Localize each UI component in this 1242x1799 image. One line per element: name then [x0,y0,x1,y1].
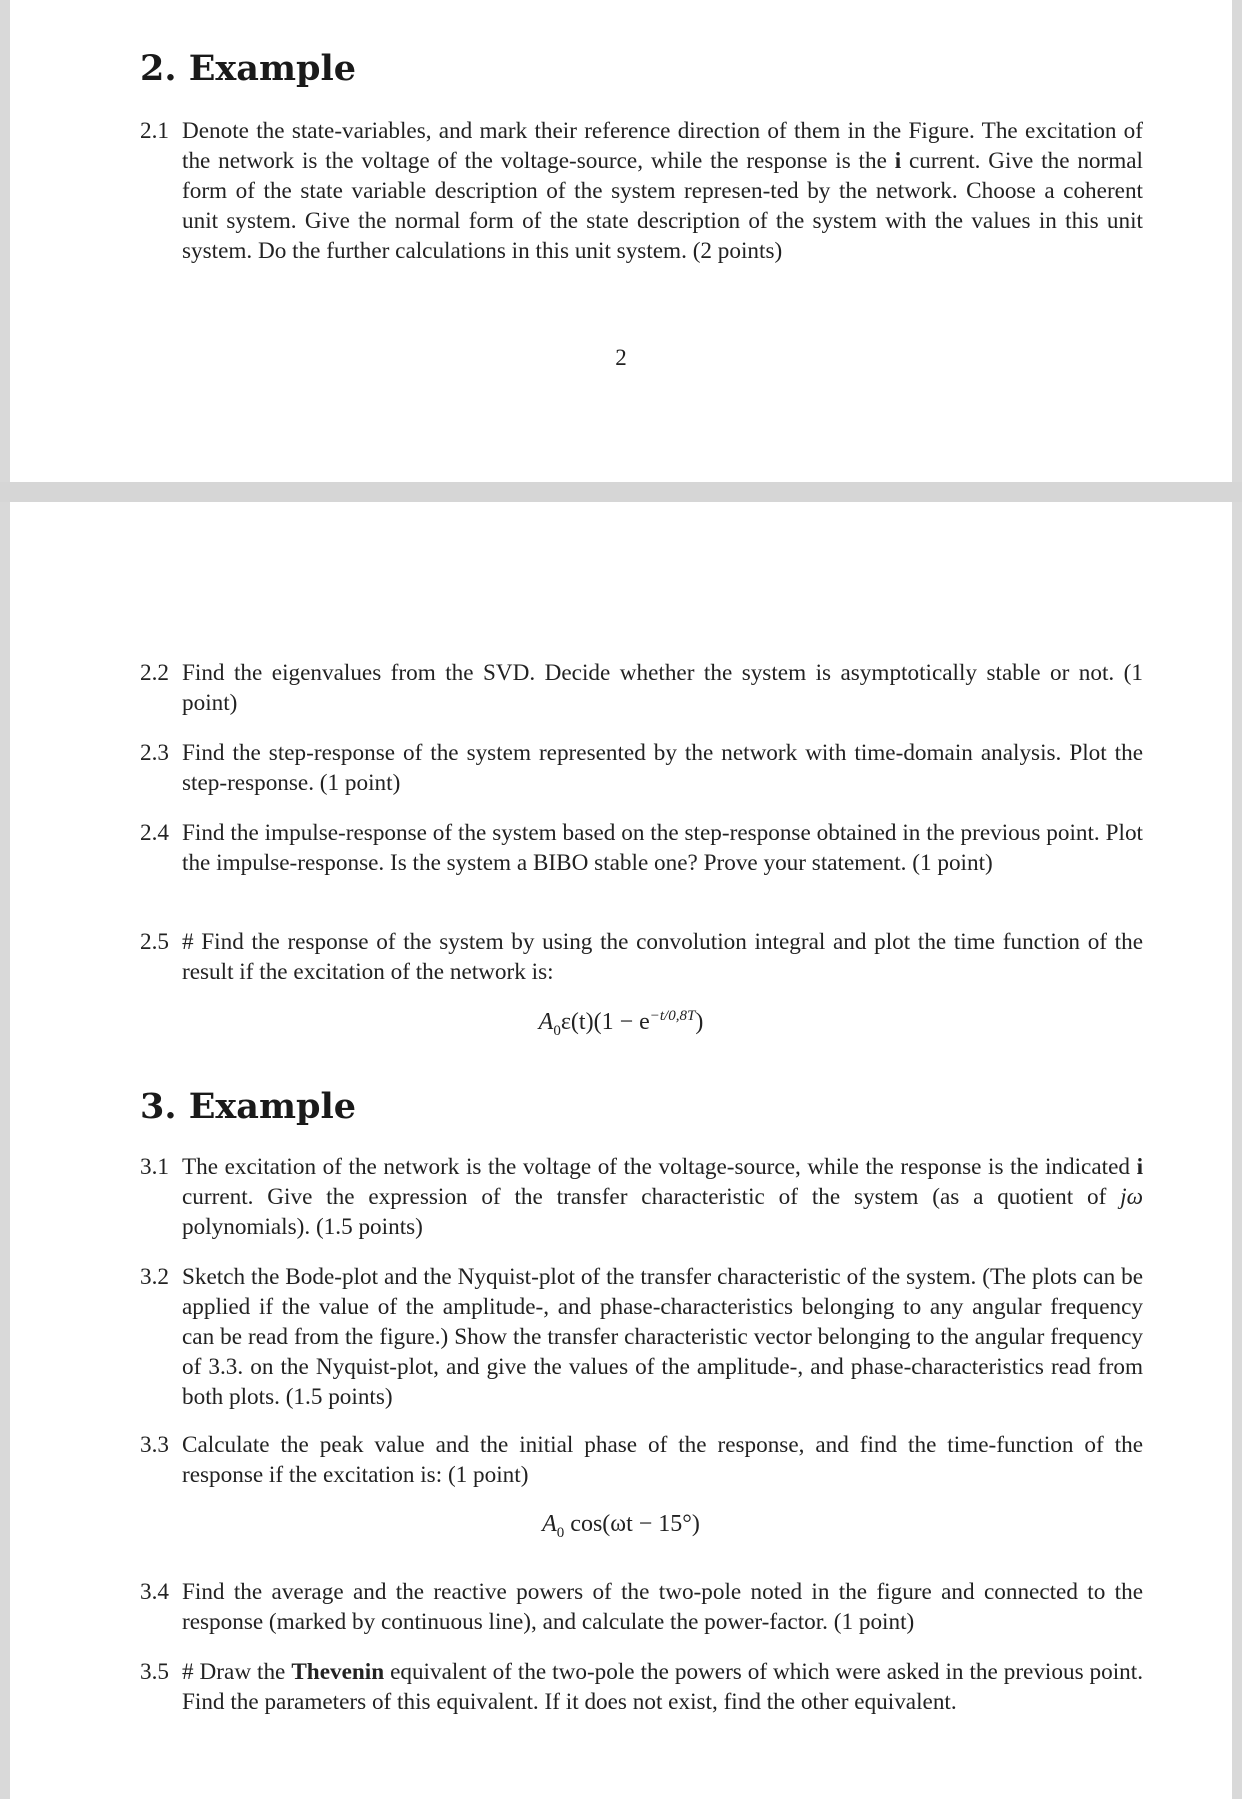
problem-item-2-2 [140,658,1143,718]
item-number: 3.2 [140,1264,169,1290]
item-number: 3.4 [140,1579,169,1605]
formula-excitation-3-3: $A_0$ cos(ωt − 15°) [542,1511,700,1541]
item-text: Find the eigenvalues from the SVD. Decide whether the system is asymptotically stable or not. (1 point) [182,660,1143,716]
item-number: 2.4 [140,820,169,846]
section-title-example-2: 2. Example [140,48,357,89]
problem-item-2-4 [140,818,1143,878]
page-number: 2 [615,345,627,370]
item-number: 2.1 [140,118,169,144]
problem-item-3-3 [140,1430,1143,1490]
item-number: 3.3 [140,1432,169,1458]
item-text: # Find the response of the system by using the convolution integral and plot the time function of the result if the excitation of the network is: [182,929,1143,985]
current-symbol: i [1136,1154,1144,1180]
page-separator [0,482,1242,502]
problem-item-2-1 [140,116,1143,266]
document-page-1 [10,0,1232,482]
section-title-example-3: 3. Example [140,1086,357,1127]
item-number: 2.3 [140,740,169,766]
item-text: Denote the state-variables, and mark their reference direction of them in the Figure. The excitation of the network is the voltage of the voltage-source, while the response is the i current. Give the normal form of the state variable description of the system represen-ted by the network. Choose a coherent unit system. Give the normal form of the state description of the system with the values in this unit system. Do the further calculations in this unit system. (2 points) [182,118,1143,264]
item-number: 3.5 [140,1659,169,1685]
thevenin-term: Thevenin [291,1659,385,1685]
j-omega-symbol: jω [1120,1184,1143,1210]
item-text: The excitation of the network is the voltage of the voltage-source, while the response is the indicated i current. Give the expression of the transfer characteristic of the system (as a quotient of jω polynomials). (1.5 points) [182,1154,1144,1240]
problem-item-3-5 [140,1657,1143,1717]
problem-item-3-2 [140,1262,1143,1412]
item-number: 2.2 [140,660,169,686]
formula-excitation-2-5: $A_0\varepsilon(t)(1 - e^{-t/0,8T})$ [538,1008,704,1039]
item-number: 2.5 [140,929,169,955]
problem-item-2-5 [140,927,1143,987]
current-symbol: i [894,148,902,174]
item-text: Calculate the peak value and the initial phase of the response, and find the time-function of the response if the excitation is: (1 point) [182,1432,1143,1488]
problem-item-2-3 [140,738,1143,798]
item-text: # Draw the Thevenin equivalent of the two-pole the powers of which were asked in the previous point. Find the parameters of this equivalent. If it does not exist, find the other equivalent. [182,1659,1144,1715]
item-text: Find the impulse-response of the system based on the step-response obtained in the previous point. Plot the impulse-response. Is the system a BIBO stable one? Prove your statement. (1 point) [182,820,1143,876]
item-text: Sketch the Bode-plot and the Nyquist-plot of the transfer characteristic of the system. (The plots can be applied if the value of the amplitude-, and phase-characteristics belonging to any angular frequency can be read from the figure.) Show the transfer characteristic vector belonging to the angular frequency of 3.3. on the Nyquist-plot, and give the values of the amplitude-, and phase-characteristics read from both plots. (1.5 points) [182,1264,1143,1410]
problem-item-3-1 [140,1152,1143,1242]
item-text: Find the average and the reactive powers of the two-pole noted in the figure and connected to the response (marked by continuous line), and calculate the power-factor. (1 point) [182,1579,1143,1635]
problem-item-3-4 [140,1577,1143,1637]
item-text: Find the step-response of the system represented by the network with time-domain analysis. Plot the step-response. (1 point) [182,740,1143,796]
document-page-2 [10,502,1232,1799]
item-number: 3.1 [140,1154,169,1180]
